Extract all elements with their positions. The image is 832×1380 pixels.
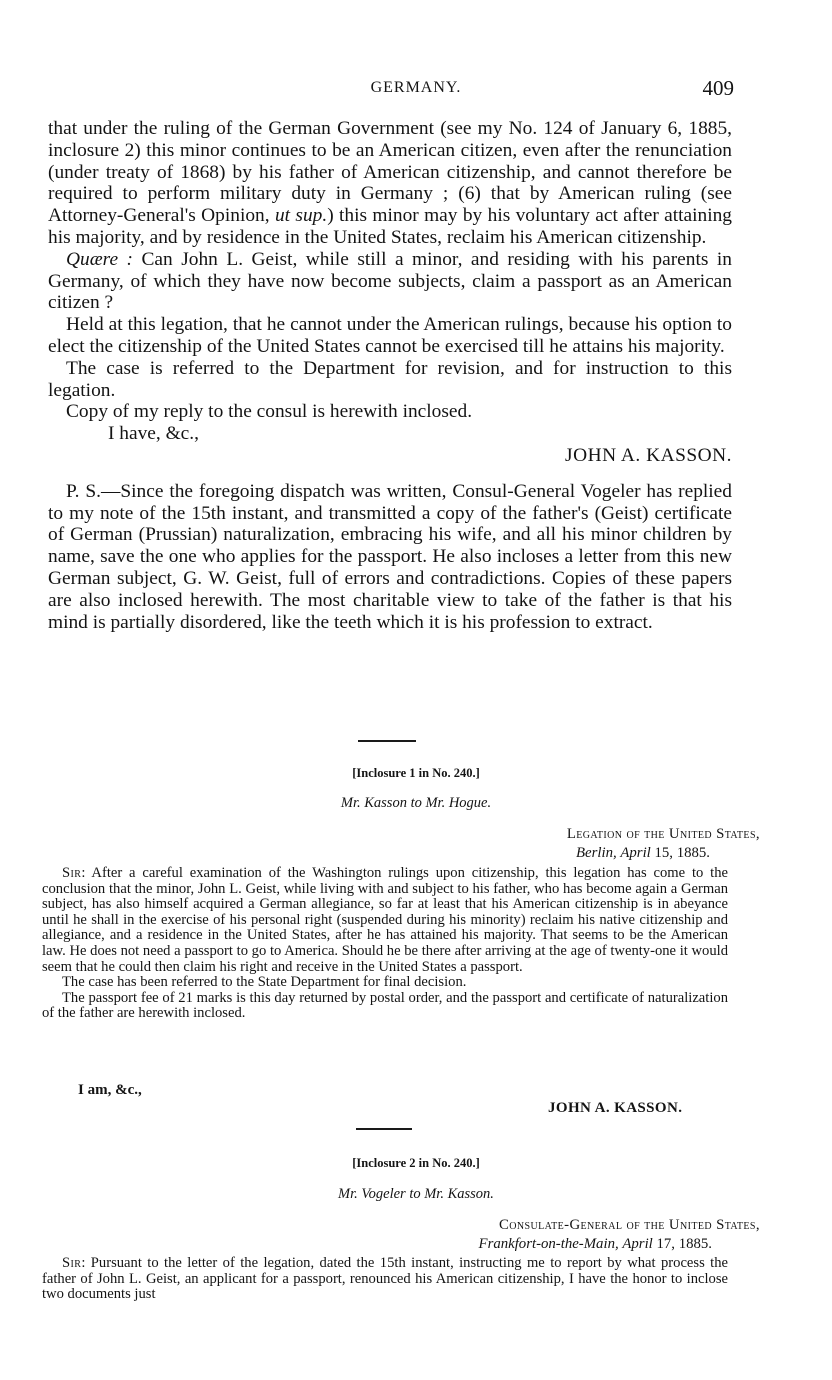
paragraph-text-end: ) this minor may by his voluntary act after attaining his majority, and by residence in the United States, reclaim his American citizenship. bbox=[48, 205, 733, 248]
copy-paragraph: Copy of my reply to the consul is herewith inclosed. bbox=[66, 401, 473, 423]
salutation-2: Sir bbox=[62, 1255, 82, 1271]
inclosure-1-closing: I am, &c., bbox=[78, 1082, 142, 1098]
dispatch-body bbox=[48, 118, 732, 633]
paragraph-text: that under the ruling of the German Government (see my No. 124 of January 6, 1885, inclosure 2) this minor continues to be an American citizen, even after the renunciation (under treaty of 1868) by his father of American citizenship, and cannot therefore be required to perform military duty in Germany ; (6) that by American ruling (see Attorney-General's Opinion, bbox=[48, 118, 732, 227]
inclosure-1-paragraph-3: The passport fee of 21 marks is this day returned by postal order, and the passport and certificate of naturalization of the father are herewith inclosed. bbox=[42, 989, 728, 1022]
inclosure-1-place: Legation of the United States, bbox=[566, 826, 760, 842]
page-number: 409 bbox=[702, 76, 734, 100]
italic-citation: ut sup. bbox=[274, 205, 328, 227]
page-title: GERMANY. bbox=[370, 79, 462, 96]
inclosure-1-heading: [Inclosure 1 in No. 240.] bbox=[352, 766, 480, 780]
salutation: Sir bbox=[62, 865, 82, 881]
inclosure-2-paragraph: Sir: Pursuant to the letter of the legation, dated the 15th instant, instructing me to report by what process the father of John L. Geist, an applicant for a passport, renounced his American citizenship, I have the honor to inclose two documents just bbox=[42, 1255, 728, 1303]
inclosure-2-date: Frankfort-on-the-Main, April 17, 1885. bbox=[478, 1236, 712, 1252]
signature: JOHN A. KASSON. bbox=[565, 444, 732, 466]
inclosure-1-title: Mr. Kasson to Mr. Hogue. bbox=[340, 795, 492, 811]
quaere-label: Quære : bbox=[66, 248, 134, 270]
inclosure-2-title: Mr. Vogeler to Mr. Kasson. bbox=[338, 1186, 494, 1202]
inclosure-2-place: Consulate-General of the United States, bbox=[498, 1217, 760, 1233]
inclosure-1-signature: JOHN A. KASSON. bbox=[548, 1100, 683, 1116]
running-header bbox=[0, 76, 832, 102]
referred-paragraph: The case is referred to the Department for revision, and for instruction to this legation. bbox=[48, 357, 732, 401]
inclosure-1-paragraph: Sir: After a careful examination of the Washington rulings upon citizenship, this legation has come to the conclusion that the minor, John L. Geist, while living with and subject to his father, who has become again a German subject, has also himself acquired a German allegiance, so far at least that his American citizenship is in abeyance until he shall in the exercise of his personal right (suspended during his minority) reclaim his native citizenship and allegiance, and a residence in the United States, after he has attained his majority. That seems to be the American law. He does not need a passport to go to America. Should he be there after arriving at the age of twenty-one it would seem that he could then claim his right and receive in the United States a passport. bbox=[42, 865, 728, 975]
held-paragraph: Held at this legation, that he cannot under the American rulings, because his option to elect the citizenship of the United States cannot be exercised till he attains his majority. bbox=[48, 314, 732, 357]
section-divider bbox=[358, 740, 416, 742]
inclosure-2-heading: [Inclosure 2 in No. 240.] bbox=[352, 1156, 480, 1170]
postscript: P. S.—Since the foregoing dispatch was written, Consul-General Vogeler has replied to my note of the 15th instant, and transmitted a copy of the father's (Geist) certificate of German (Prussian) naturalization, embracing his wife, and all his minor children by name, save the one who applies for the passport. He also incloses a letter from this new German subject, G. W. Geist, full of errors and contradictions. Copies of these papers are also inclosed herewith. The most charitable view to take of the father is that his mind is partially disordered, like the teeth which it is his profession to extract. bbox=[48, 480, 732, 633]
inclosure-2-body bbox=[42, 1256, 728, 1303]
inclosure-1-body bbox=[42, 866, 728, 1022]
quaere-text: Can John L. Geist, while still a minor, and residing with his parents in Germany, of which they have now become subjects, claim a passport as an American citizen ? bbox=[48, 248, 732, 314]
section-divider-2 bbox=[356, 1128, 412, 1130]
quaere-paragraph bbox=[48, 249, 732, 314]
paragraph-continuation bbox=[48, 118, 732, 249]
closing: I have, &c., bbox=[108, 423, 199, 445]
inclosure-1-date: Berlin, April 15, 1885. bbox=[575, 845, 710, 861]
inclosure-1-paragraph-2: The case has been referred to the State Department for final decision. bbox=[62, 974, 467, 991]
